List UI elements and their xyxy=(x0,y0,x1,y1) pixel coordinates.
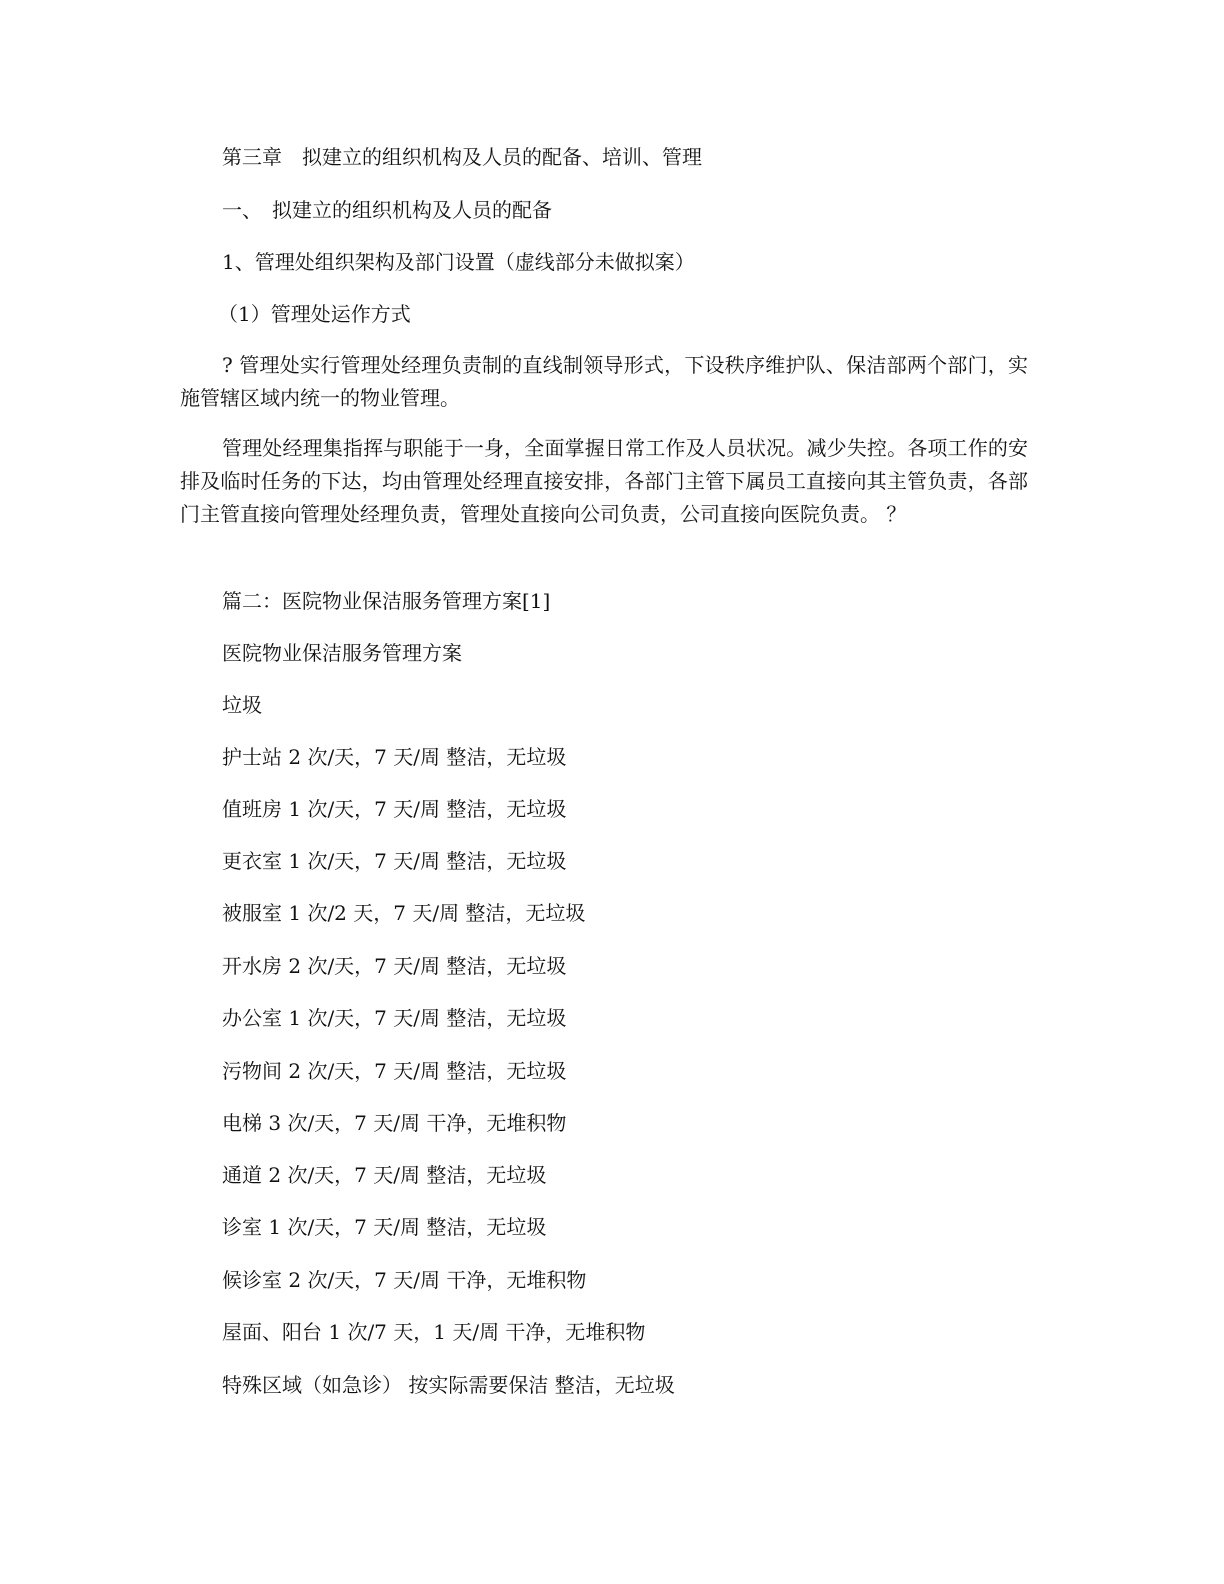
schedule-row: 污物间 2 次/天，7 天/周 整洁，无垃圾 xyxy=(222,1059,567,1083)
schedule-row: 值班房 1 次/天，7 天/周 整洁，无垃圾 xyxy=(222,797,567,821)
subsection-heading: 1、管理处组织架构及部门设置（虚线部分未做拟案） xyxy=(222,250,695,274)
body-paragraph: ? 管理处实行管理处经理负责制的直线制领导形式，下设秩序维护队、保洁部两个部门，实施管辖区域内统一的物业管理。 xyxy=(180,353,1028,410)
schedule-row: 被服室 1 次/2 天，7 天/周 整洁，无垃圾 xyxy=(222,901,586,925)
schedule-row: 诊室 1 次/天，7 天/周 整洁，无垃圾 xyxy=(222,1215,547,1239)
chapter-title: 第三章 拟建立的组织机构及人员的配备、培训、管理 xyxy=(222,145,702,169)
schedule-row: 候诊室 2 次/天，7 天/周 干净，无堆积物 xyxy=(222,1268,587,1292)
body-paragraph: 管理处经理集指挥与职能于一身，全面掌握日常工作及人员状况。减少失控。各项工作的安排及临时任务的下达，均由管理处经理直接安排，各部门主管下属员工直接向其主管负责，各部门主管直接向管理处经理负责，管理处直接向公司负责，公司直接向医院负责。 ？ xyxy=(180,436,1028,526)
schedule-row: 护士站 2 次/天，7 天/周 整洁，无垃圾 xyxy=(222,745,567,769)
schedule-row: 通道 2 次/天，7 天/周 整洁，无垃圾 xyxy=(222,1163,547,1187)
section-heading: 一、 拟建立的组织机构及人员的配备 xyxy=(222,198,552,222)
schedule-row: 屋面、阳台 1 次/7 天，1 天/周 干净，无堆积物 xyxy=(222,1320,646,1344)
category-heading: 垃圾 xyxy=(222,693,262,717)
schedule-row: 办公室 1 次/天，7 天/周 整洁，无垃圾 xyxy=(222,1006,567,1030)
schedule-row: 特殊区域（如急诊） 按实际需要保洁 整洁，无垃圾 xyxy=(222,1373,675,1397)
plan-title: 医院物业保洁服务管理方案 xyxy=(222,641,462,665)
schedule-row: 开水房 2 次/天，7 天/周 整洁，无垃圾 xyxy=(222,954,567,978)
schedule-row: 电梯 3 次/天，7 天/周 干净，无堆积物 xyxy=(222,1111,567,1135)
schedule-row: 更衣室 1 次/天，7 天/周 整洁，无垃圾 xyxy=(222,849,567,873)
item-heading: （1）管理处运作方式 xyxy=(218,302,411,326)
part-title: 篇二：医院物业保洁服务管理方案[1] xyxy=(222,589,551,613)
